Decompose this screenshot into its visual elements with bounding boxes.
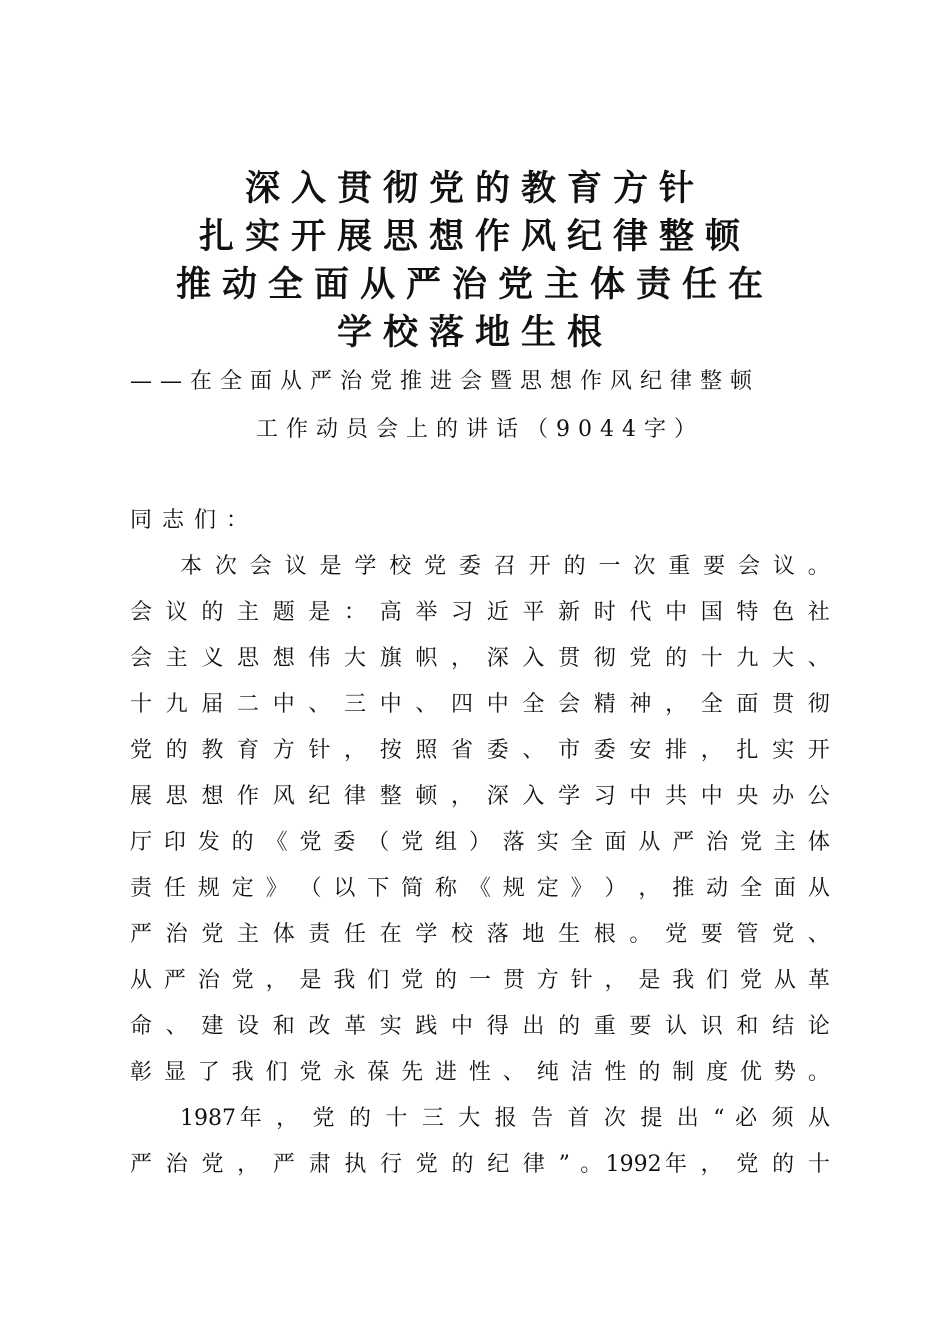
- body-line: 十 九 届 二 中 、 三 中 、 四 中 全 会 精 神 ， 全 面 贯 彻: [130, 692, 830, 717]
- body-line: 党 的 教 育 方 针 ， 按 照 省 委 、 市 委 安 排 ， 扎 实 开: [130, 738, 830, 763]
- subtitle-line-1: ——在全面从严治党推进会暨思想作风纪律整顿: [130, 369, 761, 394]
- body-line: 严 治 党 ， 严 肃 执 行 党 的 纪 律 ” 。1992年 ， 党 的 十: [130, 1152, 830, 1177]
- document-body: [130, 498, 830, 1188]
- body-line: 会 主 义 思 想 伟 大 旗 帜 ， 深 入 贯 彻 党 的 十 九 大 、: [130, 646, 830, 671]
- title-line-1: 深入贯彻党的教育方针: [244, 168, 705, 209]
- document-subtitle: [130, 358, 830, 454]
- body-line: 彰 显 了 我 们 党 永 葆 先 进 性 、 纯 洁 性 的 制 度 优 势 。: [130, 1060, 830, 1085]
- title-line-2: 扎实开展思想作风纪律整顿: [198, 216, 751, 257]
- body-line: 厅 印 发 的 《 党 委 （ 党 组 ） 落 实 全 面 从 严 治 党 主 体: [130, 830, 830, 855]
- body-line: 会 议 的 主 题 是 ： 高 举 习 近 平 新 时 代 中 国 特 色 社: [130, 600, 830, 625]
- body-line: 展 思 想 作 风 纪 律 整 顿 ， 深 入 学 习 中 共 中 央 办 公: [130, 784, 830, 809]
- title-line-3: 推动全面从严治党主体责任在: [175, 264, 774, 305]
- salutation: 同志们：: [130, 508, 259, 533]
- body-line: 命 、 建 设 和 改 革 实 践 中 得 出 的 重 要 认 识 和 结 论: [130, 1014, 830, 1039]
- subtitle-line-2: 工作动员会上的讲话（9044字）: [256, 417, 704, 442]
- document-title: [100, 165, 850, 357]
- title-line-4: 学校落地生根: [336, 312, 613, 353]
- body-line: 严 治 党 主 体 责 任 在 学 校 落 地 生 根 。 党 要 管 党 、: [130, 922, 830, 947]
- body-line: 本 次 会 议 是 学 校 党 委 召 开 的 一 次 重 要 会 议 。: [180, 554, 830, 579]
- body-line: 从 严 治 党 ， 是 我 们 党 的 一 贯 方 针 ， 是 我 们 党 从 革: [130, 968, 830, 993]
- body-line: 1987年 ， 党 的 十 三 大 报 告 首 次 提 出 “ 必 须 从: [180, 1106, 830, 1131]
- body-line: 责 任 规 定 》 （ 以 下 简 称 《 规 定 》 ） ， 推 动 全 面 从: [130, 876, 830, 901]
